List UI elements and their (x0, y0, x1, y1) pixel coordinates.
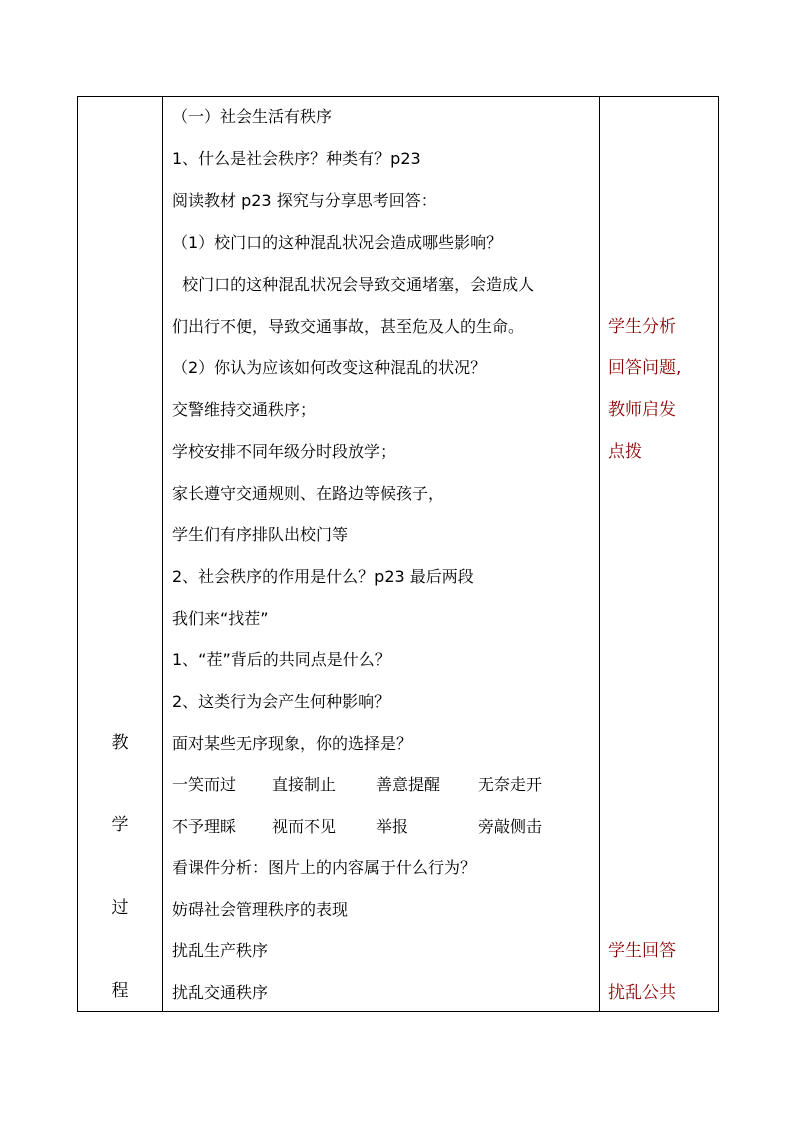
content-line: 学生们有序排队出校门等 (172, 525, 349, 544)
choice-option: 一笑而过 (172, 775, 237, 794)
activity-note: 学生分析 (608, 317, 676, 337)
activity-notes-cell (600, 97, 719, 1012)
content-line: 扰乱生产秩序 (172, 941, 269, 960)
content-line: 2、这类行为会产生何种影响？ (172, 692, 391, 711)
content-line: 们出行不便，导致交通事故，甚至危及人的生命。 (172, 317, 525, 336)
choice-option: 不予理睬 (172, 817, 237, 836)
choice-options-row (172, 775, 595, 795)
lesson-process-table (77, 96, 719, 1012)
content-line: 扰乱交通秩序 (172, 983, 269, 1002)
content-line: 1、“茬”背后的共同点是什么？ (172, 650, 391, 669)
choice-option: 旁敲侧击 (478, 817, 543, 836)
content-line: 校门口的这种混乱状况会导致交通堵塞，会造成人 (172, 275, 535, 294)
content-line: 2、社会秩序的作用是什么？p23 最后两段 (172, 567, 474, 586)
content-line: 看课件分析：图片上的内容属于什么行为？ (172, 858, 477, 877)
choice-option: 视而不见 (272, 817, 337, 836)
section-label-char: 过 (111, 898, 129, 918)
content-line: 面对某些无序现象，你的选择是？ (172, 734, 413, 753)
choice-option: 举报 (376, 817, 409, 836)
section-label-char: 程 (111, 981, 129, 1001)
content-line: （1）校门口的这种混乱状况会造成哪些影响？ (172, 233, 503, 252)
choice-option: 无奈走开 (478, 775, 543, 794)
content-line: 我们来“找茬” (172, 609, 269, 628)
activity-note: 扰乱公共 (608, 983, 676, 1003)
choice-option: 善意提醒 (376, 775, 441, 794)
section-label-cell (78, 97, 163, 1012)
activity-note: 回答问题, (608, 358, 682, 378)
content-line: 交警维持交通秩序； (172, 400, 317, 419)
content-line: 阅读教材 p23 探究与分享思考回答： (172, 191, 437, 210)
lesson-content-cell (163, 97, 600, 1012)
content-line: 学校安排不同年级分时段放学； (172, 442, 397, 461)
activity-note: 教师启发 (608, 400, 676, 420)
content-heading: （一）社会生活有秩序 (172, 107, 333, 126)
activity-note: 学生回答 (608, 941, 676, 961)
content-line: （2）你认为应该如何改变这种混乱的状况？ (172, 358, 487, 377)
activity-note: 点拨 (608, 442, 642, 462)
section-label-char: 教 (111, 733, 129, 753)
choice-option: 直接制止 (272, 775, 337, 794)
content-line: 1、什么是社会秩序？种类有？p23 (172, 149, 421, 168)
choice-options-row (172, 817, 595, 837)
content-line: 家长遵守交通规则、在路边等候孩子， (172, 484, 445, 503)
content-line: 妨碍社会管理秩序的表现 (172, 900, 349, 919)
section-label-char: 学 (111, 815, 129, 835)
